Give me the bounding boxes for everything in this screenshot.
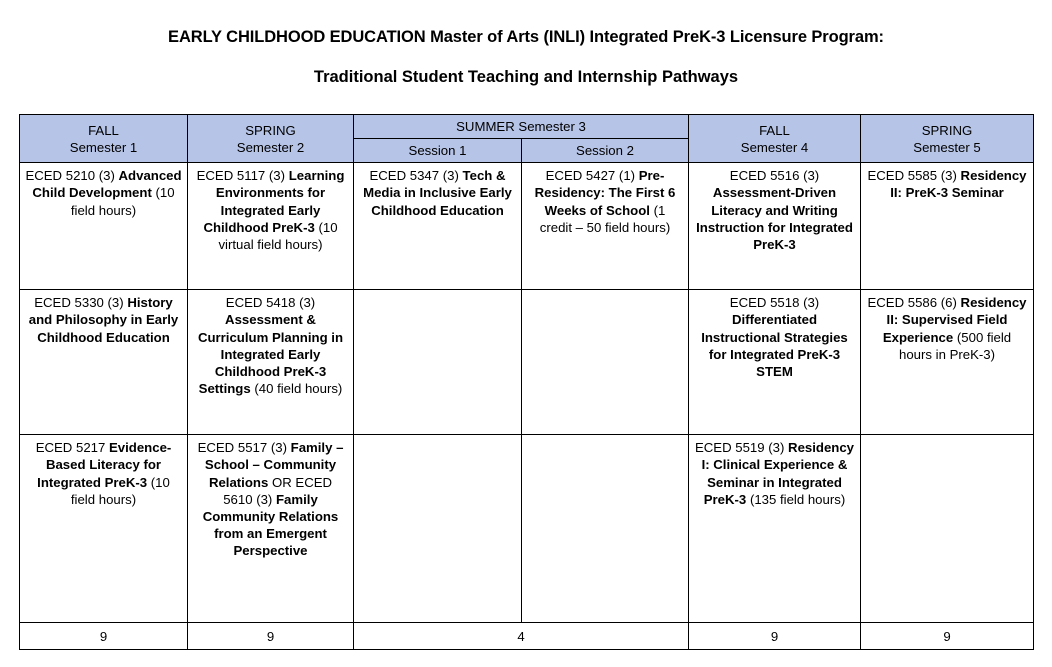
course-code: ECED 5516 (3) xyxy=(729,168,820,184)
header-fall-semester-4 xyxy=(689,115,861,163)
course-name: Family – School – Community Relations xyxy=(204,440,344,490)
total-credits-summer3: 4 xyxy=(354,623,689,650)
course-cell-summer-session1-row1 xyxy=(354,163,522,290)
course-name-alternate: Family Community Relations from an Emergent Perspective xyxy=(202,491,339,559)
course-code xyxy=(527,292,683,294)
course-note: (10 field hours) xyxy=(70,185,175,218)
course-name: Residency I: Clinical Experience & Seminar in Integrated PreK-3 xyxy=(701,440,855,507)
course-cell-summer-session2-row2 xyxy=(522,290,689,435)
table-totals-row xyxy=(20,623,1034,650)
course-cell-spring5-row2 xyxy=(861,290,1034,435)
course-name: Residency II: Supervised Field Experience xyxy=(882,295,1027,345)
course-name: Advanced Child Development xyxy=(32,168,182,201)
course-cell-fall4-row3 xyxy=(689,435,861,623)
course-cell-spring5-row1 xyxy=(861,163,1034,290)
course-name: Assessment-Driven Literacy and Writing Instruction for Integrated PreK-3 xyxy=(696,185,853,252)
header-semester-label: Semester 5 xyxy=(913,139,981,155)
course-cell-summer-session2-row3 xyxy=(522,435,689,623)
course-note: (135 field hours) xyxy=(749,491,846,507)
course-code: ECED 5517 (3) xyxy=(197,440,287,456)
course-cell-spring5-row3 xyxy=(861,435,1034,623)
course-note: (10 field hours) xyxy=(70,474,170,507)
course-cell-spring2-row1 xyxy=(188,163,354,290)
course-cell-fall1-row1 xyxy=(20,163,188,290)
header-term-label: SUMMER Semester 3 xyxy=(456,119,586,134)
course-code: ECED 5217 xyxy=(35,440,106,456)
course-cell-spring2-row2 xyxy=(188,290,354,435)
course-cell-summer-session1-row2 xyxy=(354,290,522,435)
course-code: ECED 5330 (3) xyxy=(34,295,124,311)
course-code xyxy=(359,437,516,439)
course-note: (1 credit – 50 field hours) xyxy=(539,202,671,235)
course-cell-summer-session2-row1 xyxy=(522,163,689,290)
course-code: ECED 5585 (3) xyxy=(867,168,957,184)
header-semester-label: Semester 1 xyxy=(69,139,138,155)
course-name: Evidence-Based Literacy for Integrated PreK-3 xyxy=(37,440,172,490)
curriculum-table xyxy=(19,114,1034,650)
total-credits-fall1: 9 xyxy=(20,623,188,650)
table-row xyxy=(20,290,1034,435)
header-summer-session-1: Session 1 xyxy=(354,139,522,163)
header-term-label: FALL xyxy=(88,122,119,138)
course-cell-fall4-row2 xyxy=(689,290,861,435)
course-code: ECED 5347 (3) xyxy=(369,168,459,184)
total-credits-fall4: 9 xyxy=(689,623,861,650)
course-code-alternate: ECED 5610 (3) xyxy=(223,474,333,507)
header-term-label: SPRING xyxy=(921,122,973,138)
header-spring-semester-5 xyxy=(861,115,1034,163)
course-cell-fall1-row3 xyxy=(20,435,188,623)
course-name: Pre-Residency: The First 6 Weeks of School xyxy=(534,168,676,218)
course-cell-summer-session1-row3 xyxy=(354,435,522,623)
course-name: Tech & Media in Inclusive Early Childhood Education xyxy=(363,168,512,218)
course-name: Residency II: PreK-3 Seminar xyxy=(890,168,1027,201)
course-note: (10 virtual field hours) xyxy=(218,219,338,252)
page-title-line-2: Traditional Student Teaching and Internship Pathways xyxy=(313,67,739,86)
course-note: (500 field hours in PreK-3) xyxy=(898,329,1012,362)
course-code: ECED 5210 (3) xyxy=(25,168,115,184)
course-alternative-separator: OR xyxy=(271,474,292,490)
header-summer-session-2: Session 2 xyxy=(522,139,689,163)
document-title-block xyxy=(0,28,1052,88)
page-title-line-1: EARLY CHILDHOOD EDUCATION Master of Arts (INLI) Integrated PreK-3 Licensure Program: xyxy=(168,28,884,46)
table-row xyxy=(20,435,1034,623)
course-code: ECED 5427 (1) xyxy=(545,168,636,184)
header-summer-semester-3 xyxy=(354,115,689,139)
course-note: (40 field hours) xyxy=(254,381,343,397)
course-name: Learning Environments for Integrated Early Childhood PreK-3 xyxy=(203,168,345,235)
course-name: Assessment & Curriculum Planning in Integrated Early Childhood PreK-3 Settings xyxy=(197,312,344,397)
total-credits-spring2: 9 xyxy=(188,623,354,650)
course-code: ECED 5586 (6) xyxy=(867,295,957,311)
course-code xyxy=(527,437,683,439)
header-semester-label: Semester 4 xyxy=(740,139,809,155)
header-fall-semester-1 xyxy=(20,115,188,163)
total-credits-spring5: 9 xyxy=(861,623,1034,650)
header-term-label: SPRING xyxy=(245,122,296,138)
course-code: ECED 5519 (3) xyxy=(694,440,785,456)
course-code: ECED 5117 (3) xyxy=(196,168,286,184)
course-name: History and Philosophy in Early Childhood Education xyxy=(28,295,179,345)
course-code: ECED 5418 (3) xyxy=(225,295,316,311)
course-cell-spring2-row3 xyxy=(188,435,354,623)
course-cell-fall4-row1 xyxy=(689,163,861,290)
course-code xyxy=(359,292,516,294)
table-header-row-top xyxy=(20,115,1034,139)
table-row xyxy=(20,163,1034,290)
course-name: Differentiated Instructional Strategies for Integrated PreK-3 STEM xyxy=(701,312,848,379)
header-semester-label: Semester 2 xyxy=(236,139,305,155)
header-term-label: FALL xyxy=(759,122,790,138)
course-code xyxy=(866,437,1028,439)
course-code: ECED 5518 (3) xyxy=(729,295,820,311)
header-spring-semester-2 xyxy=(188,115,354,163)
course-cell-fall1-row2 xyxy=(20,290,188,435)
